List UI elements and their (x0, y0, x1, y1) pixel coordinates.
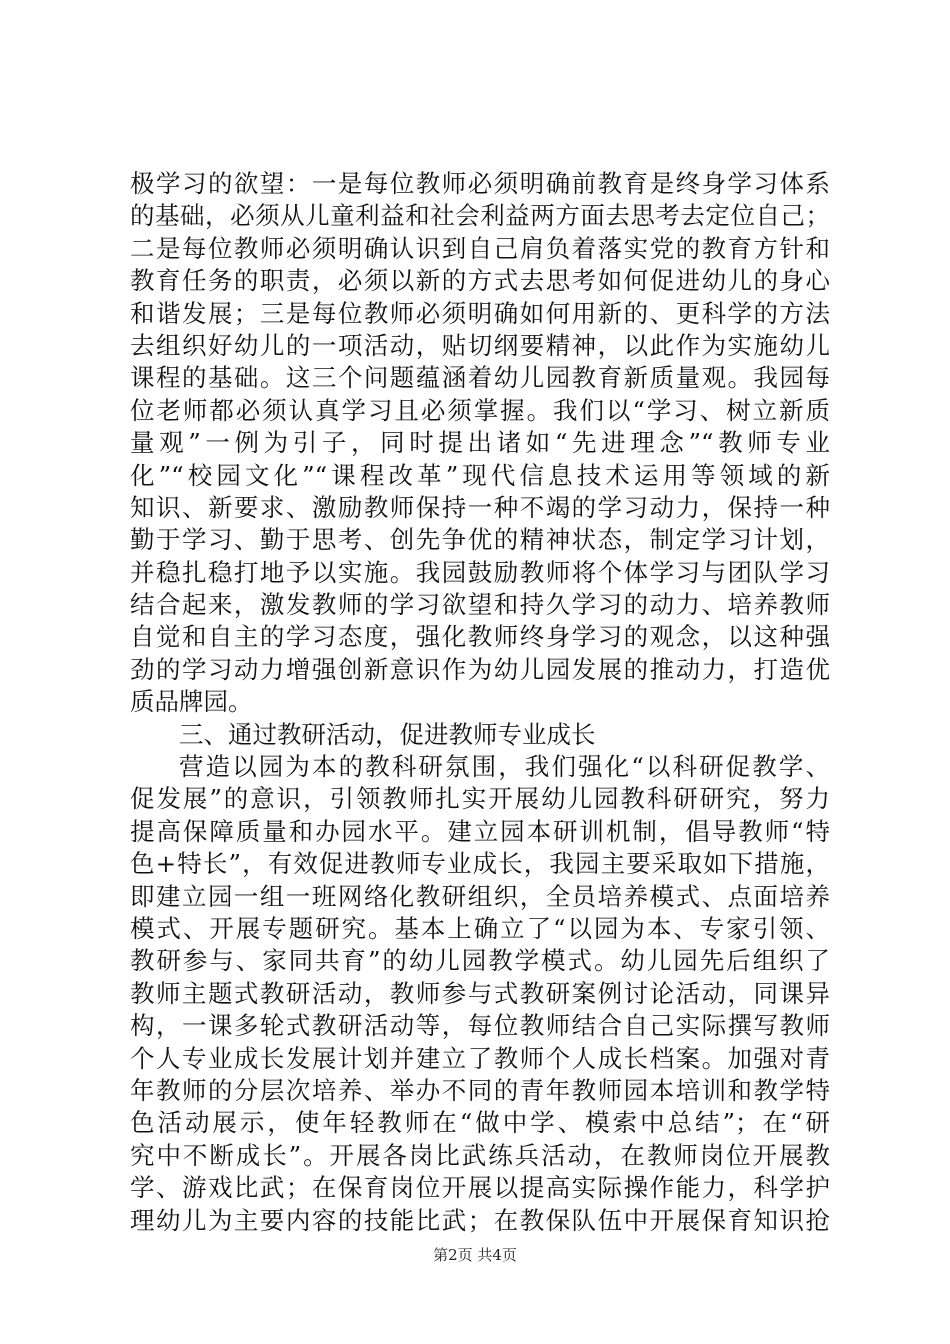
text-line: 和谐发展；三是每位教师必须明确如何用新的、更科学的方法 (130, 298, 830, 328)
page-number: 第2页 共4页 (433, 1246, 517, 1264)
text-line: 构，一课多轮式教研活动等，每位教师结合自己实际撰写教师 (130, 1011, 830, 1041)
text-line: 提高保障质量和办园水平。建立园本研训机制，倡导教师“特 (130, 816, 830, 846)
text-line: 学、游戏比武；在保育岗位开展以提高实际操作能力，科学护 (130, 1173, 830, 1203)
text-line: 结合起来，激发教师的学习欲望和持久学习的动力、培养教师 (130, 590, 830, 620)
text-line: 色活动展示，使年轻教师在“做中学、模索中总结”；在“研 (130, 1108, 830, 1138)
text-line: 自觉和自主的学习态度，强化教师终身学习的观念，以这种强 (130, 622, 830, 652)
text-line: 质品牌园。 (130, 687, 253, 717)
section-heading: 三、通过教研活动，促进教师专业成长 (179, 719, 596, 749)
text-line: 究中不断成长”。开展各岗比武练兵活动，在教师岗位开展教 (130, 1140, 830, 1170)
text-line: 模式、开展专题研究。基本上确立了“以园为本、专家引领、 (130, 913, 830, 943)
text-line: 位老师都必须认真学习且必须掌握。我们以“学习、树立新质 (130, 395, 830, 425)
text-line: 勤于学习、勤于思考、创先争优的精神状态，制定学习计划， (130, 525, 830, 555)
text-line: 教研参与、家同共育”的幼儿园教学模式。幼儿园先后组织了 (130, 946, 830, 976)
text-line: 个人专业成长发展计划并建立了教师个人成长档案。加强对青 (130, 1043, 830, 1073)
text-line: 量观”一例为引子，同时提出诸如“先进理念”“教师专业 (130, 428, 830, 458)
text-line: 理幼儿为主要内容的技能比武；在教保队伍中开展保育知识抢 (130, 1205, 830, 1235)
text-line: 即建立园一组一班网络化教研组织，全员培养模式、点面培养 (130, 881, 830, 911)
text-line: 并稳扎稳打地予以实施。我园鼓励教师将个体学习与团队学习 (130, 557, 830, 587)
text-line: 极学习的欲望：一是每位教师必须明确前教育是终身学习体系 (130, 169, 830, 198)
text-line: 的基础，必须从儿童利益和社会利益两方面去思考去定位自己； (130, 201, 830, 231)
text-line: 课程的基础。这三个问题蕴涵着幼儿园教育新质量观。我园每 (130, 363, 830, 393)
text-line: 劲的学习动力增强创新意识作为幼儿园发展的推动力，打造优 (130, 654, 830, 684)
text-line: 化”“校园文化”“课程改革”现代信息技术运用等领域的新 (130, 460, 830, 490)
text-line: 教师主题式教研活动，教师参与式教研案例讨论活动，同课异 (130, 978, 830, 1008)
text-line: 知识、新要求、激励教师保持一种不竭的学习动力，保持一种 (130, 492, 830, 522)
text-line: 年教师的分层次培养、举办不同的青年教师园本培训和教学特 (130, 1075, 830, 1105)
text-line: 促发展”的意识，引领教师扎实开展幼儿园教科研研究，努力 (130, 784, 830, 814)
text-line: 教育任务的职责，必须以新的方式去思考如何促进幼儿的身心 (130, 266, 830, 296)
text-line: 去组织好幼儿的一项活动，贴切纲要精神，以此作为实施幼儿 (130, 330, 830, 360)
text-line: 色+特长”，有效促进教师专业成长，我园主要采取如下措施， (130, 849, 830, 879)
document-body (130, 168, 830, 1237)
text-line: 二是每位教师必须明确认识到自己肩负着落实党的教育方针和 (130, 233, 830, 263)
text-line: 营造以园为本的教科研氛围，我们强化“以科研促教学、 (179, 752, 830, 782)
